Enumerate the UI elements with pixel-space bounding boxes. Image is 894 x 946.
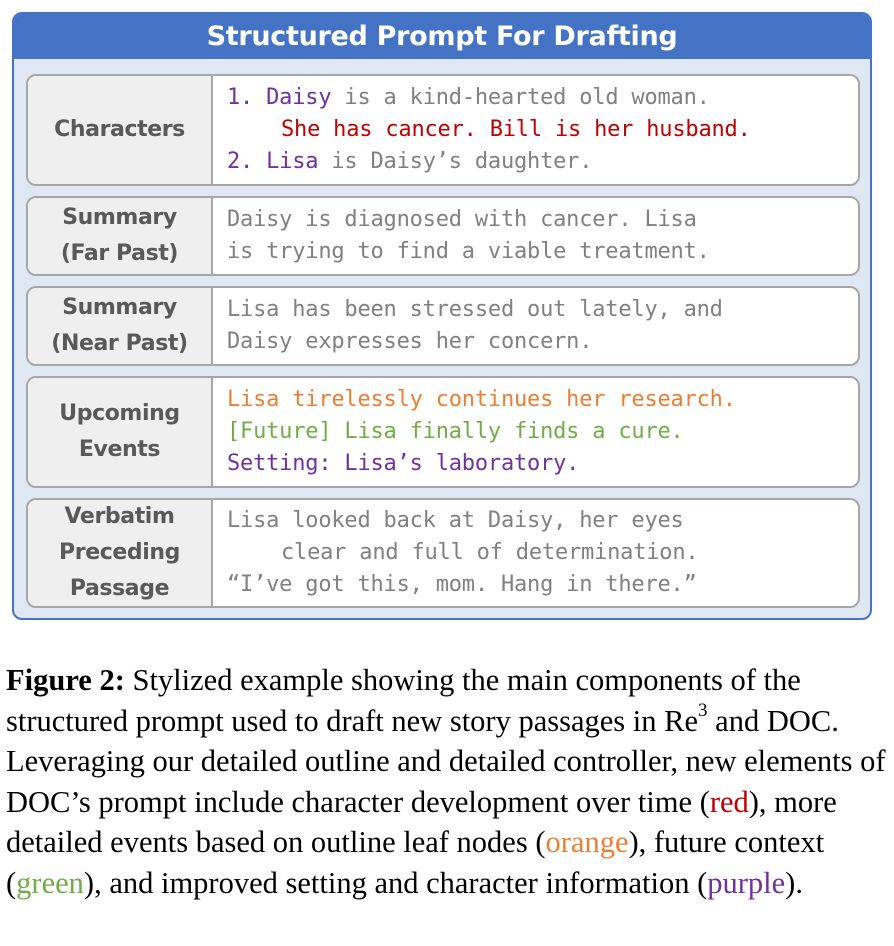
text-segment: 2. [227,149,267,174]
content-line: is trying to find a viable treatment. [227,239,710,264]
content-line: “I’ve got this, mom. Hang in there.” [227,572,697,597]
row-label-line: (Far Past) [60,241,179,266]
caption-red-word: red [709,784,749,819]
content-line: clear and full of determination. [281,540,699,565]
text-segment: 1. [227,85,267,110]
row-content [213,198,858,274]
row-label-line: Characters [54,117,185,142]
caption-orange-word: orange [545,825,629,859]
row-label [28,500,213,606]
row-label-line: Summary [62,205,177,230]
content-line: Daisy is diagnosed with cancer. Lisa [227,207,697,232]
row-label [28,378,213,486]
row-label-line: Events [78,437,161,462]
caption-text: ), more detailed events based on outline leaf nodes ( [6,784,837,859]
figure-caption [6,660,888,903]
row-upcoming-events [26,376,860,488]
content-line: Setting: Lisa’s laboratory. [227,451,580,476]
row-label-line: Passage [69,576,170,601]
row-summary-far-past [26,196,860,276]
content-line [227,114,858,146]
structured-prompt-figure [12,12,872,620]
caption-label: Figure 2: [6,663,125,697]
text-segment: is Daisy’s daughter. [318,149,593,174]
row-label-line: Preceding [59,540,180,565]
text-segment: Daisy [266,85,332,110]
caption-text: and DOC. Leveraging our detailed outline and detailed controller, new elements of DOC’s prompt include character development over time ( [6,703,886,819]
row-label-line: Verbatim [64,504,175,529]
content-line: Lisa tirelessly continues her research. [227,387,736,412]
row-verbatim-passage [26,498,860,608]
row-label [28,76,213,184]
caption-text: ), and improved setting and character information ( [83,865,708,900]
row-content [213,288,858,364]
row-label [28,198,213,274]
content-line [227,82,858,114]
content-line: [Future] Lisa finally finds a cure. [227,419,684,444]
row-label-line: Upcoming [59,401,180,426]
caption-text: Stylized example showing the main components of the structured prompt used to draft new story passages in Re [6,663,801,738]
content-line: Lisa looked back at Daisy, her eyes [227,508,684,533]
row-summary-near-past [26,286,860,366]
row-label-line: Summary [62,295,177,320]
text-segment: She has cancer. Bill is her husband. [281,117,751,142]
row-label-line: (Near Past) [51,331,188,356]
row-characters [26,74,860,186]
content-line: Daisy expresses her concern. [227,329,593,354]
caption-text: ), future context ( [6,825,825,900]
row-content [213,76,858,184]
row-content [213,378,858,486]
content-line: Lisa has been stressed out lately, and [227,297,723,322]
text-segment: Lisa [266,149,319,174]
caption-purple-word: purple [707,865,786,900]
caption-green-word: green [16,865,84,900]
figure-title: Structured Prompt For Drafting [14,14,870,59]
row-content [213,500,858,606]
row-label [28,288,213,364]
text-segment: is a kind-hearted old woman. [331,85,710,110]
content-line [227,146,858,178]
caption-text: ). [785,865,803,900]
caption-superscript: 3 [698,700,708,722]
